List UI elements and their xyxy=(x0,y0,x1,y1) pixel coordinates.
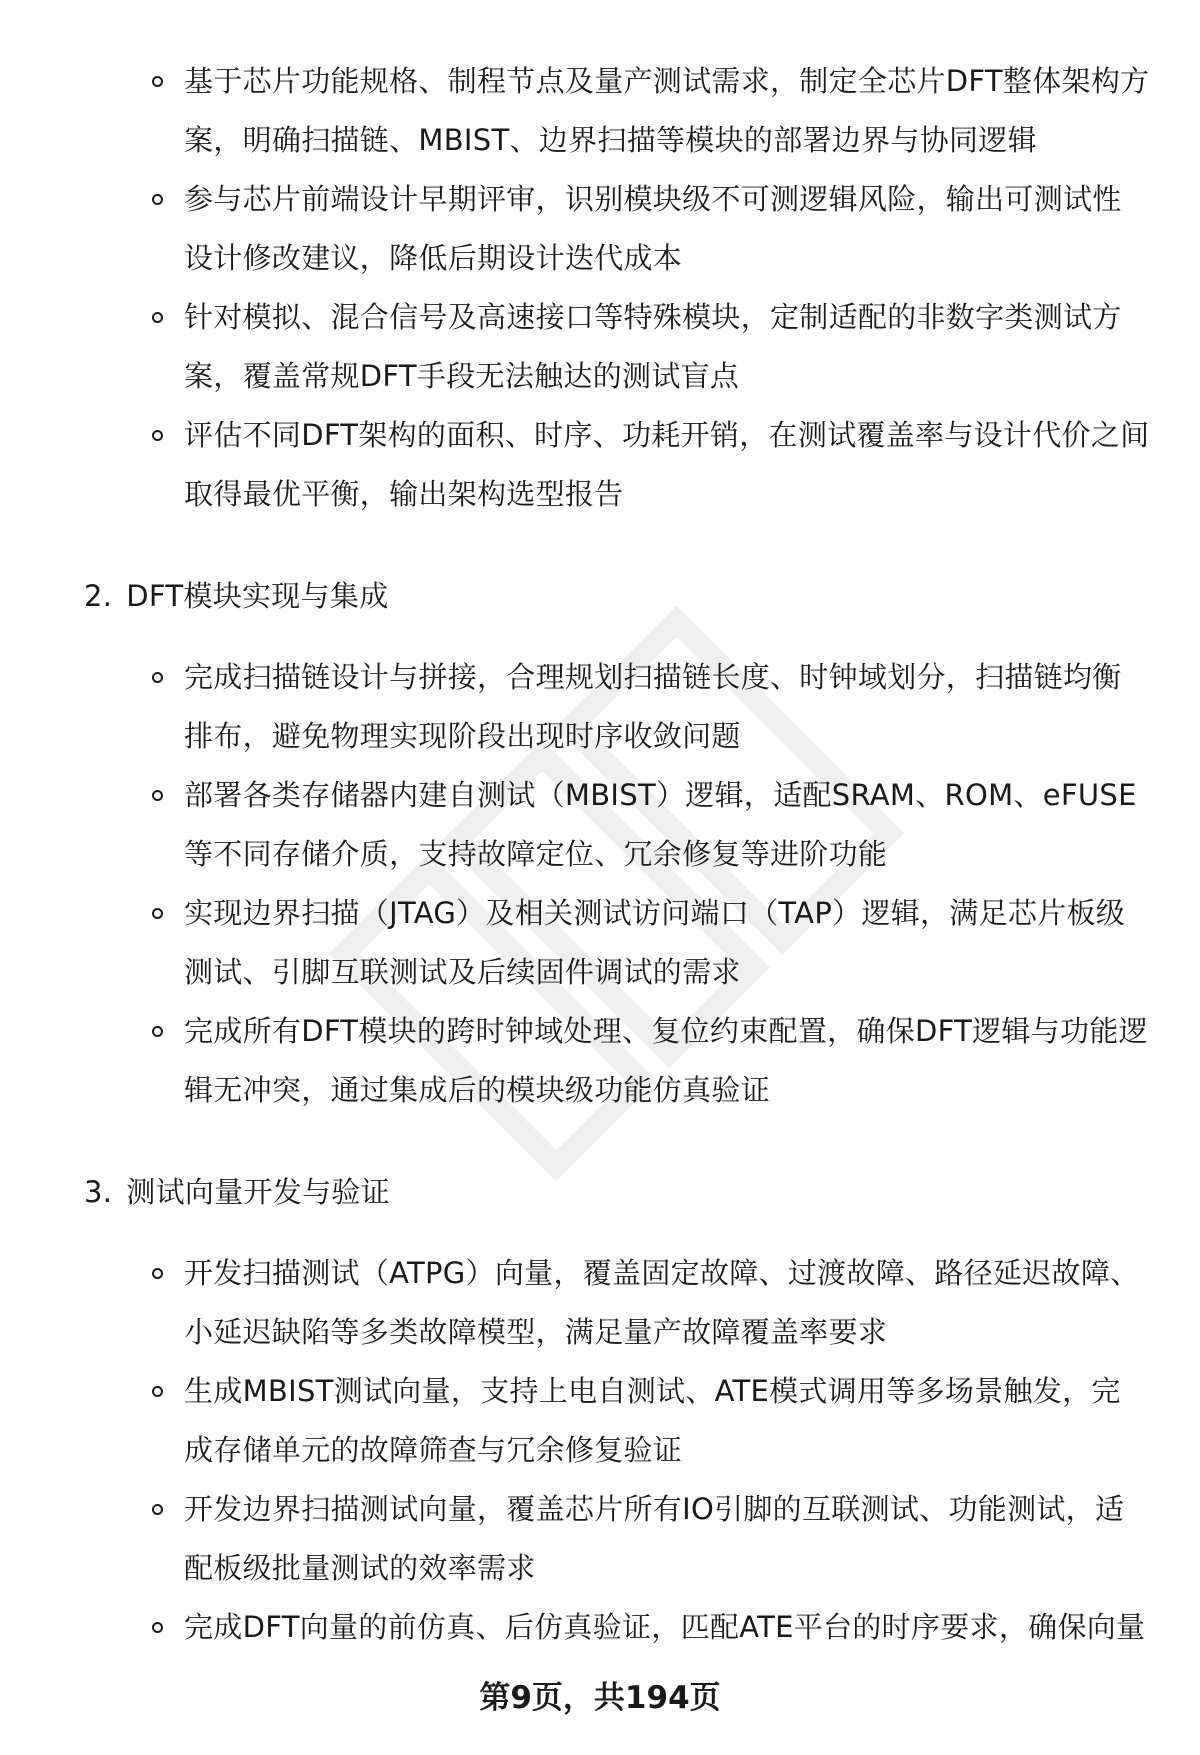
bullet-icon xyxy=(152,672,163,683)
bullet-text: 参与芯片前端设计早期评审，识别模块级不可测逻辑风险，输出可测试性设计修改建议，降低后期设计迭代成本 xyxy=(184,182,1122,275)
bullet-text: 评估不同DFT架构的面积、时序、功耗开销，在测试覆盖率与设计代价之间取得最优平衡，输出架构选型报告 xyxy=(184,418,1150,511)
section3-bullets xyxy=(150,1244,1150,1654)
bullet-text: 完成DFT向量的前仿真、后仿真验证，匹配ATE平台的时序要求，确保向量 xyxy=(184,1610,1146,1644)
bullet-icon xyxy=(152,1504,163,1515)
bullet-icon xyxy=(152,1622,163,1633)
bullet-icon xyxy=(152,194,163,205)
bullet-text: 实现边界扫描（JTAG）及相关测试访问端口（TAP）逻辑，满足芯片板级测试、引脚互联测试及后续固件调试的需求 xyxy=(184,896,1126,989)
bullet-icon xyxy=(152,1026,163,1037)
bullet-icon xyxy=(152,430,163,441)
section2-bullets xyxy=(150,648,1150,1120)
list-item xyxy=(150,884,1150,1002)
list-item xyxy=(150,1002,1150,1120)
list-item xyxy=(150,1598,1150,1654)
list-item xyxy=(150,406,1150,524)
list-item xyxy=(150,52,1150,170)
bullet-icon xyxy=(152,908,163,919)
bullet-text: 完成扫描链设计与拼接，合理规划扫描链长度、时钟域划分，扫描链均衡排布，避免物理实现阶段出现时序收敛问题 xyxy=(184,660,1122,753)
section1-bullets xyxy=(150,52,1150,524)
list-item xyxy=(150,648,1150,766)
list-item xyxy=(150,288,1150,406)
bullet-icon xyxy=(152,1268,163,1279)
list-item xyxy=(150,1362,1150,1480)
section-title: DFT模块实现与集成 xyxy=(126,579,389,613)
bullet-text: 开发扫描测试（ATPG）向量，覆盖固定故障、过渡故障、路径延迟故障、小延迟缺陷等多类故障模型，满足量产故障覆盖率要求 xyxy=(184,1256,1140,1349)
bullet-text: 完成所有DFT模块的跨时钟域处理、复位约束配置，确保DFT逻辑与功能逻辑无冲突，通过集成后的模块级功能仿真验证 xyxy=(184,1014,1148,1107)
bullet-text: 基于芯片功能规格、制程节点及量产测试需求，制定全芯片DFT整体架构方案，明确扫描链、MBIST、边界扫描等模块的部署边界与协同逻辑 xyxy=(184,64,1150,157)
section-heading-3 xyxy=(84,1172,390,1212)
page-number-footer: 第9页，共194页 xyxy=(479,1680,721,1716)
bullet-icon xyxy=(152,312,163,323)
bullet-icon xyxy=(152,76,163,87)
list-item xyxy=(150,1480,1150,1598)
list-item xyxy=(150,1244,1150,1362)
bullet-text: 开发边界扫描测试向量，覆盖芯片所有IO引脚的互联测试、功能测试，适配板级批量测试的效率需求 xyxy=(184,1492,1125,1585)
section-title: 测试向量开发与验证 xyxy=(126,1175,390,1209)
section-number: 3. xyxy=(84,1175,113,1209)
bullet-icon xyxy=(152,1386,163,1397)
bullet-text: 生成MBIST测试向量，支持上电自测试、ATE模式调用等多场景触发，完成存储单元的故障筛查与冗余修复验证 xyxy=(184,1374,1121,1467)
bullet-text: 部署各类存储器内建自测试（MBIST）逻辑，适配SRAM、ROM、eFUSE等不同存储介质，支持故障定位、冗余修复等进阶功能 xyxy=(184,778,1137,871)
bullet-text: 针对模拟、混合信号及高速接口等特殊模块，定制适配的非数字类测试方案，覆盖常规DFT手段无法触达的测试盲点 xyxy=(184,300,1122,393)
bullet-icon xyxy=(152,790,163,801)
list-item xyxy=(150,766,1150,884)
section-number: 2. xyxy=(84,579,113,613)
list-item xyxy=(150,170,1150,288)
section-heading-2 xyxy=(84,576,389,616)
